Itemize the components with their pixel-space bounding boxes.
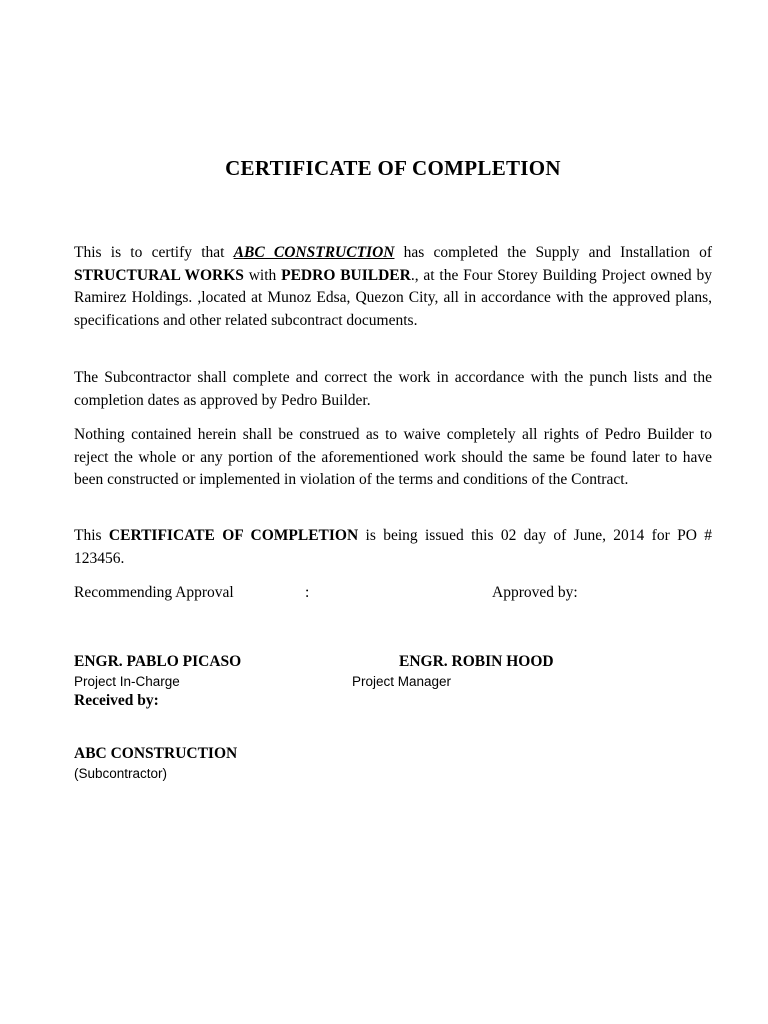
paragraph-text: is being issued this 02 day of June, 2014 for PO # 123456.: [74, 527, 712, 567]
issuance-paragraph: [74, 525, 712, 570]
punch-list-paragraph: The Subcontractor shall complete and correct the work in accordance with the punch lists and the completion dates as approved by Pedro Builder.: [74, 369, 712, 409]
recommending-approval-label: Recommending Approval: [74, 584, 234, 601]
builder-name: PEDRO BUILDER: [281, 266, 411, 284]
scope-of-works: STRUCTURAL WORKS: [74, 266, 244, 284]
recommender-role: Project In-Charge: [74, 674, 180, 689]
approver-role: Project Manager: [352, 674, 452, 689]
recommending-colon: :: [305, 584, 310, 601]
approved-by-label: Approved by:: [492, 584, 578, 601]
rights-reservation-paragraph: Nothing contained herein shall be construed as to waive completely all rights of Pedro Builder to reject the whole or any portion of the aforementioned work should the same be found later to have been constructed or implemented in violation of the terms and conditions of the Contract.: [74, 426, 712, 489]
recommender-name: ENGR. PABLO PICASO: [74, 653, 242, 670]
received-by-label: Received by:: [74, 692, 159, 709]
document-title: CERTIFICATE OF COMPLETION: [225, 156, 561, 180]
paragraph-text: has completed the Supply and Installation of: [394, 244, 713, 261]
certificate-name: CERTIFICATE OF COMPLETION: [108, 527, 359, 544]
contractor-name: ABC CONSTRUCTION: [233, 244, 395, 261]
paragraph-text: This: [74, 527, 109, 544]
certification-paragraph: [74, 242, 712, 332]
paragraph-text: ., at the Four Storey Building Project owned by Ramirez Holdings. ,located at Munoz Edsa, Quezon City, all in accordance with the approved plans, specifications and other related subcontract documents.: [74, 266, 712, 329]
approver-name: ENGR. ROBIN HOOD: [399, 653, 554, 670]
receiver-role: (Subcontractor): [74, 766, 168, 781]
receiver-name: ABC CONSTRUCTION: [74, 745, 238, 762]
paragraph-text: with: [243, 266, 282, 284]
paragraph-text: This is to certify that: [74, 244, 234, 261]
